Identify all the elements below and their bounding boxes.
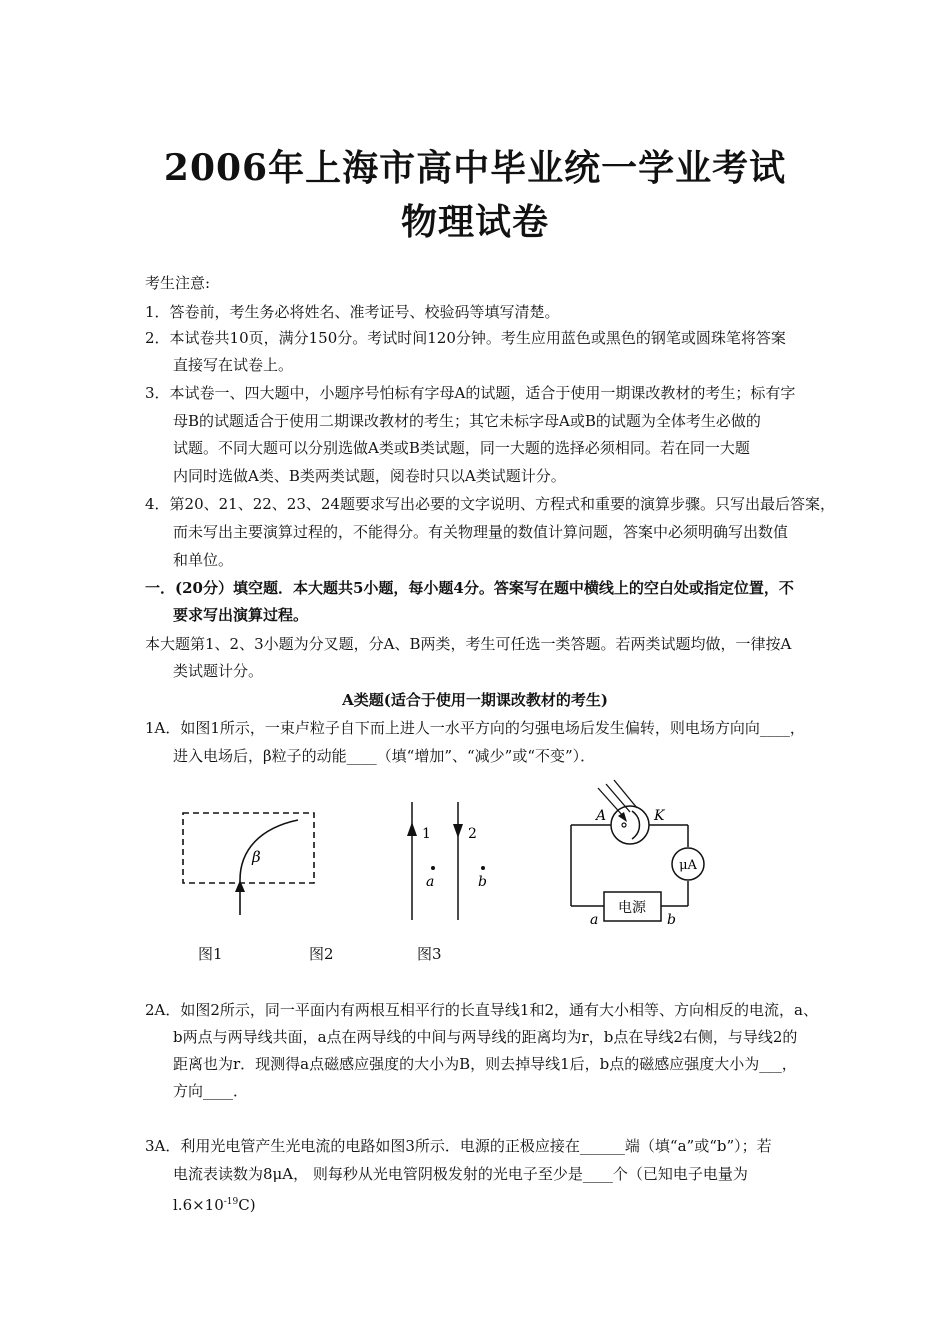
category-a-heading: A类题(适合于使用一期课改教材的考生) — [342, 691, 608, 709]
figure-1-caption: 图1 — [198, 945, 223, 963]
notice-heading: 考生注意: — [145, 274, 211, 292]
notice-line: 3．本试卷一、四大题中，小题序号怕标有字母A的试题，适合于使用一期课改教材的考生；标有字 — [145, 384, 796, 402]
notice-line: 内同时选做A类、B类两类试题，阅卷时只以A类试题计分。 — [173, 467, 566, 485]
notice-line: 4．第20、21、22、23、24题要求写出必要的文字说明、方程式和重要的演算步骤。只写出最后答案， — [145, 495, 835, 513]
point-b-dot — [481, 866, 485, 870]
question-2a-cont: 方向____． — [173, 1082, 249, 1100]
figure-2-caption: 图2 — [309, 945, 334, 963]
charge-unit: C) — [238, 1196, 256, 1214]
charge-exponent: -19 — [223, 1197, 239, 1207]
meter-label: μA — [679, 858, 697, 873]
exam-title: 2006年上海市高中毕业统一学业考试 — [163, 147, 787, 189]
notice-line: 和单位。 — [173, 551, 234, 569]
notice-line: 试题。不同大题可以分别选做A类或B类试题，同一大题的选择必须相同。若在同一大题 — [173, 439, 750, 457]
terminal-b-label: b — [667, 912, 676, 928]
terminal-a-label: a — [590, 912, 599, 928]
section-heading-cont: 要求写出演算过程。 — [173, 606, 309, 624]
notice-line: 2．本试卷共10页，满分150分。考试时间120分钟。考生应用蓝色或黑色的钢笔或圆珠笔将答案 — [145, 329, 786, 347]
point-b-label: b — [478, 874, 487, 890]
wire-2-label: 2 — [468, 826, 477, 842]
notice-line: 直接写在试卷上。 — [173, 356, 294, 374]
question-2a-cont: 距离也为r．现测得a点磁感应强度的大小为B，则去掉导线1后，b点的磁感应强度大小为___， — [173, 1055, 797, 1073]
point-a-dot — [431, 866, 435, 870]
cathode-label: K — [654, 808, 665, 824]
notice-line: 1．答卷前，考生务必将姓名、准考证号、校验码等填写清楚。 — [145, 303, 560, 321]
notice-line: 而未写出主要演算过程的，不能得分。有关物理量的数值计算问题，答案中必须明确写出数值 — [173, 523, 789, 541]
power-source-label: 电源 — [618, 900, 646, 916]
point-a-label: a — [426, 874, 435, 890]
question-2a-cont: b两点与两导线共面，a点在两导线的中间与两导线的距离均为r，b点在导线2右侧，与导线2的 — [173, 1028, 798, 1046]
exam-subtitle: 物理试卷 — [400, 201, 549, 243]
section-intro-cont: 类试题计分。 — [173, 662, 264, 680]
wire-1-label: 1 — [422, 826, 431, 842]
figure-1 — [180, 810, 320, 920]
question-3a: 3A．利用光电管产生光电流的电路如图3所示．电源的正极应接在______端（填“a”或“b”）；若 — [145, 1137, 772, 1155]
question-3a-cont: 电流表读数为8μA， 则每秒从光电管阴极发射的光电子至少是____个（已知电子电量为 — [173, 1165, 748, 1183]
question-2a: 2A．如图2所示，同一平面内有两根互相平行的长直导线1和2，通有大小相等、方向相反的电流，a、 — [145, 1001, 818, 1019]
anode-label: A — [596, 808, 607, 824]
charge-value: l.6×10 — [173, 1196, 224, 1214]
beta-label: β — [252, 848, 261, 866]
question-1a-cont: 进入电场后，β粒子的动能____（填“增加”、“减少”或“不变”）． — [173, 747, 596, 765]
section-intro: 本大题第1、2、3小题为分叉题，分A、B两类，考生可任选一类答题。若两类试题均做，一律按A — [145, 635, 792, 653]
figure-3-caption: 图3 — [417, 945, 442, 963]
section-heading: 一．(20分）填空题．本大题共5小题，每小题4分。答案写在题中横线上的空白处或指定位置，不 — [145, 579, 794, 597]
question-1a: 1A．如图1所示，一束卢粒子自下而上进人一水平方向的匀强电场后发生偏转，则电场方向向____， — [145, 719, 805, 737]
notice-line: 母B的试题适合于使用二期课改教材的考生；其它未标字母A或B的试题为全体考生必做的 — [173, 412, 761, 430]
figure-3 — [568, 778, 718, 928]
figure-2 — [398, 800, 498, 920]
question-3a-cont — [173, 1192, 256, 1215]
